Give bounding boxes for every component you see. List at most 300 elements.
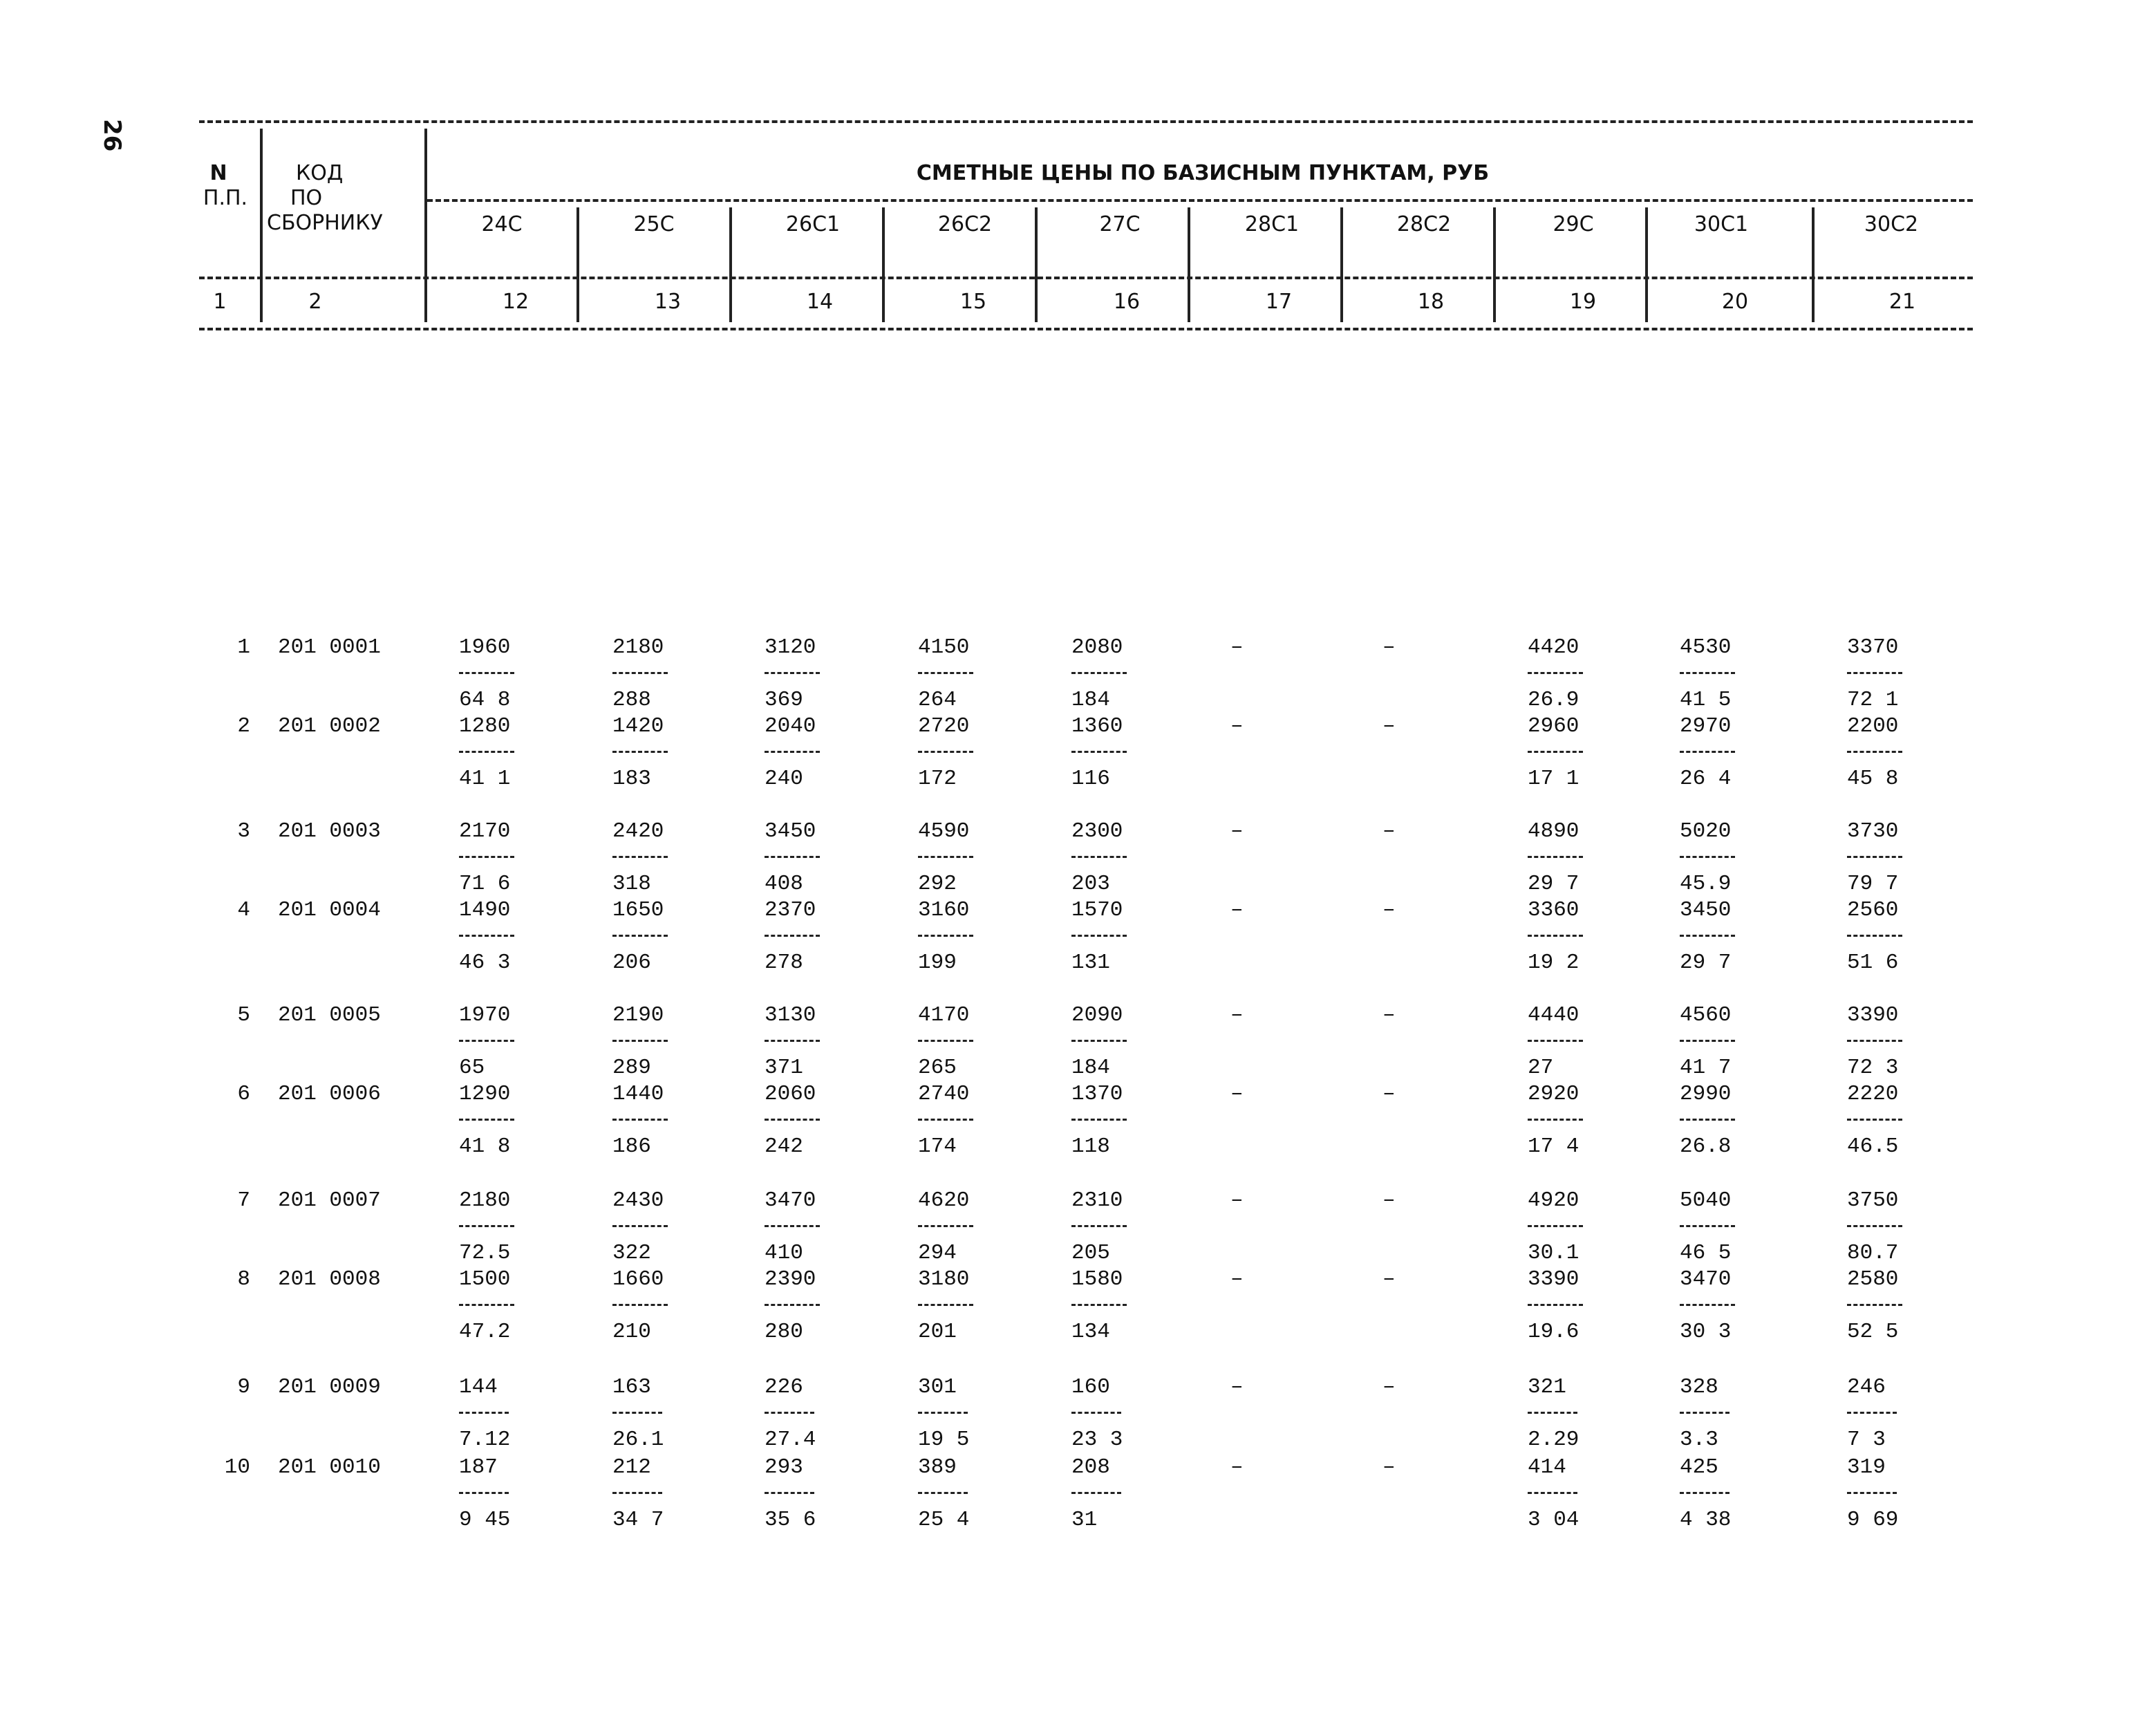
price-subvalue: 184 <box>1071 688 1110 712</box>
price-subvalue: 41 8 <box>459 1134 511 1159</box>
col-separator <box>1035 207 1038 322</box>
fraction-rule <box>1680 935 1735 937</box>
empty-price-dash: – <box>1382 1455 1396 1479</box>
col-number: 13 <box>654 290 682 314</box>
price-subvalue: 27 <box>1528 1056 1554 1080</box>
price-value: 2390 <box>765 1267 816 1291</box>
price-subvalue: 64 8 <box>459 688 511 712</box>
point-header: 24С <box>481 212 523 236</box>
fraction-rule <box>765 935 820 937</box>
fraction-rule <box>1847 1040 1902 1042</box>
price-value: 1960 <box>459 635 511 660</box>
fraction-rule <box>612 1040 668 1042</box>
empty-price-dash: – <box>1230 714 1244 738</box>
price-subvalue: 31 <box>1071 1508 1098 1532</box>
price-value: 4890 <box>1528 819 1579 843</box>
fraction-rule <box>459 1412 509 1414</box>
fraction-rule <box>1071 1304 1127 1306</box>
fraction-rule <box>612 672 668 674</box>
price-subvalue: 410 <box>765 1241 803 1265</box>
price-subvalue: 280 <box>765 1320 803 1344</box>
price-subvalue: 3 04 <box>1528 1508 1579 1532</box>
fraction-rule <box>1680 856 1735 858</box>
price-subvalue: 19 5 <box>918 1428 970 1452</box>
col-separator <box>882 207 885 322</box>
price-value: 1650 <box>612 898 664 922</box>
row-code: 201 0003 <box>278 819 381 843</box>
fraction-rule <box>1680 751 1735 753</box>
price-value: 1490 <box>459 898 511 922</box>
price-value: 319 <box>1847 1455 1886 1479</box>
fraction-rule <box>1528 1040 1583 1042</box>
price-value: 2990 <box>1680 1082 1732 1106</box>
price-subvalue: 46 5 <box>1680 1241 1732 1265</box>
fraction-rule <box>612 1225 668 1227</box>
fraction-rule <box>765 1119 820 1121</box>
price-value: 4150 <box>918 635 970 660</box>
price-subvalue: 131 <box>1071 951 1110 975</box>
fraction-rule <box>459 1225 514 1227</box>
fraction-rule <box>612 1119 668 1121</box>
price-subvalue: 72.5 <box>459 1241 511 1265</box>
price-value: 212 <box>612 1455 651 1479</box>
fraction-rule <box>765 856 820 858</box>
row-code: 201 0009 <box>278 1375 381 1399</box>
col-code-label-2: ПО <box>290 186 323 210</box>
row-code: 201 0001 <box>278 635 381 660</box>
fraction-rule <box>918 1119 973 1121</box>
fraction-rule <box>1847 935 1902 937</box>
fraction-rule <box>765 672 820 674</box>
col-number: 17 <box>1265 290 1293 314</box>
group-title-rule <box>427 199 1973 202</box>
price-value: 246 <box>1847 1375 1886 1399</box>
price-subvalue: 292 <box>918 872 957 896</box>
price-subvalue: 46.5 <box>1847 1134 1899 1159</box>
price-value: 1500 <box>459 1267 511 1291</box>
price-subvalue: 322 <box>612 1241 651 1265</box>
price-value: 2740 <box>918 1082 970 1106</box>
price-subvalue: 9 45 <box>459 1508 511 1532</box>
price-subvalue: 289 <box>612 1056 651 1080</box>
price-value: 1280 <box>459 714 511 738</box>
price-value: 160 <box>1071 1375 1110 1399</box>
header-rule-lower <box>199 277 1973 279</box>
row-number: 8 <box>237 1267 250 1291</box>
price-value: 1420 <box>612 714 664 738</box>
fraction-rule <box>1528 935 1583 937</box>
price-subvalue: 240 <box>765 767 803 791</box>
fraction-rule <box>1680 1492 1730 1494</box>
price-subvalue: 79 7 <box>1847 872 1899 896</box>
fraction-rule <box>1528 1225 1583 1227</box>
price-subvalue: 206 <box>612 951 651 975</box>
price-value: 5040 <box>1680 1188 1732 1213</box>
price-subvalue: 265 <box>918 1056 957 1080</box>
price-subvalue: 3.3 <box>1680 1428 1718 1452</box>
price-subvalue: 118 <box>1071 1134 1110 1159</box>
empty-price-dash: – <box>1382 1267 1396 1291</box>
price-subvalue: 408 <box>765 872 803 896</box>
empty-price-dash: – <box>1382 819 1396 843</box>
col-separator <box>577 207 579 322</box>
price-value: 1970 <box>459 1003 511 1027</box>
fraction-rule <box>765 751 820 753</box>
col-number: 12 <box>502 290 529 314</box>
col-separator <box>1645 207 1648 322</box>
col-separator <box>1340 207 1343 322</box>
fraction-rule <box>1680 1225 1735 1227</box>
fraction-rule <box>918 672 973 674</box>
price-subvalue: 278 <box>765 951 803 975</box>
fraction-rule <box>1847 1225 1902 1227</box>
price-value: 5020 <box>1680 819 1732 843</box>
point-header: 25С <box>633 212 675 236</box>
fraction-rule <box>1847 1304 1902 1306</box>
empty-price-dash: – <box>1230 898 1244 922</box>
price-subvalue: 26 4 <box>1680 767 1732 791</box>
fraction-rule <box>459 1304 514 1306</box>
fraction-rule <box>1847 751 1902 753</box>
price-subvalue: 45.9 <box>1680 872 1732 896</box>
price-value: 2430 <box>612 1188 664 1213</box>
price-subvalue: 205 <box>1071 1241 1110 1265</box>
price-subvalue: 183 <box>612 767 651 791</box>
header-top-rule <box>199 120 1973 123</box>
empty-price-dash: – <box>1230 1082 1244 1106</box>
empty-price-dash: – <box>1382 1003 1396 1027</box>
price-subvalue: 45 8 <box>1847 767 1899 791</box>
price-subvalue: 80.7 <box>1847 1241 1899 1265</box>
fraction-rule <box>1680 1040 1735 1042</box>
price-subvalue: 34 7 <box>612 1508 664 1532</box>
price-subvalue: 294 <box>918 1241 957 1265</box>
fraction-rule <box>1528 856 1583 858</box>
fraction-rule <box>1071 1119 1127 1121</box>
col-separator <box>1812 207 1815 322</box>
price-subvalue: 51 6 <box>1847 951 1899 975</box>
price-value: 389 <box>918 1455 957 1479</box>
price-subvalue: 201 <box>918 1320 957 1344</box>
fraction-rule <box>765 1492 814 1494</box>
row-code: 201 0006 <box>278 1082 381 1106</box>
col-number: 16 <box>1113 290 1141 314</box>
price-subvalue: 242 <box>765 1134 803 1159</box>
col-number: 18 <box>1417 290 1445 314</box>
fraction-rule <box>1071 751 1127 753</box>
price-subvalue: 203 <box>1071 872 1110 896</box>
price-subvalue: 371 <box>765 1056 803 1080</box>
fraction-rule <box>918 1225 973 1227</box>
price-subvalue: 210 <box>612 1320 651 1344</box>
price-subvalue: 134 <box>1071 1320 1110 1344</box>
price-value: 2300 <box>1071 819 1123 843</box>
price-value: 3360 <box>1528 898 1579 922</box>
price-subvalue: 29 7 <box>1528 872 1579 896</box>
point-header: 27С <box>1099 212 1141 236</box>
price-subvalue: 7 3 <box>1847 1428 1886 1452</box>
empty-price-dash: – <box>1382 714 1396 738</box>
price-value: 2040 <box>765 714 816 738</box>
price-subvalue: 199 <box>918 951 957 975</box>
fraction-rule <box>1680 672 1735 674</box>
row-number: 5 <box>237 1003 250 1027</box>
fraction-rule <box>459 672 514 674</box>
empty-price-dash: – <box>1230 1267 1244 1291</box>
price-subvalue: 174 <box>918 1134 957 1159</box>
price-subvalue: 29 7 <box>1680 951 1732 975</box>
col-number: 1 <box>213 290 227 314</box>
col-code-label-3: СБОРНИКУ <box>267 211 383 235</box>
row-number: 6 <box>237 1082 250 1106</box>
price-subvalue: 41 1 <box>459 767 511 791</box>
page-number: 26 <box>98 119 126 152</box>
price-value: 2720 <box>918 714 970 738</box>
price-subvalue: 41 7 <box>1680 1056 1732 1080</box>
fraction-rule <box>1528 1412 1577 1414</box>
price-value: 3370 <box>1847 635 1899 660</box>
col-separator <box>1188 207 1190 322</box>
empty-price-dash: – <box>1382 1375 1396 1399</box>
price-value: 2200 <box>1847 714 1899 738</box>
fraction-rule <box>918 1040 973 1042</box>
fraction-rule <box>1680 1412 1730 1414</box>
header-bottom-rule <box>199 328 1973 330</box>
col-number: 20 <box>1721 290 1749 314</box>
col-number: 14 <box>806 290 834 314</box>
row-code: 201 0004 <box>278 898 381 922</box>
point-header: 30С1 <box>1694 212 1749 236</box>
price-subvalue: 318 <box>612 872 651 896</box>
empty-price-dash: – <box>1230 1003 1244 1027</box>
price-subvalue: 35 6 <box>765 1508 816 1532</box>
fraction-rule <box>1071 1225 1127 1227</box>
empty-price-dash: – <box>1382 1082 1396 1106</box>
point-header: 26С2 <box>937 212 993 236</box>
row-number: 10 <box>224 1455 250 1479</box>
col-n-sublabel: П.П. <box>203 186 248 210</box>
fraction-rule <box>1071 1040 1127 1042</box>
col-separator <box>1493 207 1496 322</box>
fraction-rule <box>459 935 514 937</box>
fraction-rule <box>918 1412 968 1414</box>
fraction-rule <box>1071 935 1127 937</box>
fraction-rule <box>1847 1492 1897 1494</box>
price-value: 1370 <box>1071 1082 1123 1106</box>
fraction-rule <box>1071 1492 1121 1494</box>
fraction-rule <box>612 751 668 753</box>
price-value: 328 <box>1680 1375 1718 1399</box>
col-code-label: КОД <box>296 161 344 185</box>
fraction-rule <box>459 1040 514 1042</box>
price-value: 3130 <box>765 1003 816 1027</box>
price-value: 2370 <box>765 898 816 922</box>
empty-price-dash: – <box>1230 635 1244 660</box>
point-header: 30С2 <box>1864 212 1919 236</box>
fraction-rule <box>1847 1119 1902 1121</box>
fraction-rule <box>1528 1492 1577 1494</box>
empty-price-dash: – <box>1382 635 1396 660</box>
price-value: 2220 <box>1847 1082 1899 1106</box>
col-number: 19 <box>1569 290 1597 314</box>
price-subvalue: 72 1 <box>1847 688 1899 712</box>
price-subvalue: 25 4 <box>918 1508 970 1532</box>
col-separator <box>424 129 427 322</box>
col-number: 15 <box>959 290 987 314</box>
price-subvalue: 17 4 <box>1528 1134 1579 1159</box>
fraction-rule <box>1071 856 1127 858</box>
fraction-rule <box>918 856 973 858</box>
empty-price-dash: – <box>1382 898 1396 922</box>
price-value: 2310 <box>1071 1188 1123 1213</box>
row-number: 7 <box>237 1188 250 1213</box>
price-value: 226 <box>765 1375 803 1399</box>
price-subvalue: 26.1 <box>612 1428 664 1452</box>
price-subvalue: 26.8 <box>1680 1134 1732 1159</box>
row-number: 2 <box>237 714 250 738</box>
price-value: 2090 <box>1071 1003 1123 1027</box>
fraction-rule <box>1528 672 1583 674</box>
col-separator <box>260 129 263 322</box>
price-value: 4420 <box>1528 635 1579 660</box>
point-header: 28С2 <box>1396 212 1452 236</box>
price-value: 1660 <box>612 1267 664 1291</box>
row-number: 3 <box>237 819 250 843</box>
price-value: 293 <box>765 1455 803 1479</box>
price-subvalue: 52 5 <box>1847 1320 1899 1344</box>
row-number: 1 <box>237 635 250 660</box>
price-subvalue: 17 1 <box>1528 767 1579 791</box>
price-value: 2420 <box>612 819 664 843</box>
price-value: 2920 <box>1528 1082 1579 1106</box>
fraction-rule <box>918 935 973 937</box>
empty-price-dash: – <box>1230 1188 1244 1213</box>
price-value: 2560 <box>1847 898 1899 922</box>
price-value: 3450 <box>1680 898 1732 922</box>
price-value: 2180 <box>459 1188 511 1213</box>
price-subvalue: 72 3 <box>1847 1056 1899 1080</box>
fraction-rule <box>1847 1412 1897 1414</box>
price-value: 3160 <box>918 898 970 922</box>
fraction-rule <box>765 1225 820 1227</box>
fraction-rule <box>1680 1304 1735 1306</box>
row-code: 201 0007 <box>278 1188 381 1213</box>
fraction-rule <box>1847 672 1902 674</box>
point-header: 26С1 <box>785 212 841 236</box>
price-subvalue: 184 <box>1071 1056 1110 1080</box>
price-value: 4170 <box>918 1003 970 1027</box>
price-subvalue: 30.1 <box>1528 1241 1579 1265</box>
price-value: 2180 <box>612 635 664 660</box>
row-code: 201 0010 <box>278 1455 381 1479</box>
price-value: 301 <box>918 1375 957 1399</box>
price-subvalue: 46 3 <box>459 951 511 975</box>
price-value: 163 <box>612 1375 651 1399</box>
fraction-rule <box>1528 1119 1583 1121</box>
price-value: 2170 <box>459 819 511 843</box>
price-subvalue: 9 69 <box>1847 1508 1899 1532</box>
fraction-rule <box>765 1040 820 1042</box>
price-value: 3470 <box>1680 1267 1732 1291</box>
price-value: 3180 <box>918 1267 970 1291</box>
col-separator <box>729 207 732 322</box>
col-n-label: N <box>209 161 227 185</box>
price-subvalue: 41 5 <box>1680 688 1732 712</box>
price-value: 2060 <box>765 1082 816 1106</box>
fraction-rule <box>1680 1119 1735 1121</box>
price-value: 4590 <box>918 819 970 843</box>
price-value: 3450 <box>765 819 816 843</box>
price-subvalue: 288 <box>612 688 651 712</box>
fraction-rule <box>612 856 668 858</box>
row-code: 201 0005 <box>278 1003 381 1027</box>
price-subvalue: 19 2 <box>1528 951 1579 975</box>
price-subvalue: 116 <box>1071 767 1110 791</box>
price-value: 4530 <box>1680 635 1732 660</box>
price-subvalue: 264 <box>918 688 957 712</box>
price-subvalue: 4 38 <box>1680 1508 1732 1532</box>
price-value: 144 <box>459 1375 498 1399</box>
price-value: 2960 <box>1528 714 1579 738</box>
price-value: 4560 <box>1680 1003 1732 1027</box>
price-subvalue: 23 3 <box>1071 1428 1123 1452</box>
price-subvalue: 186 <box>612 1134 651 1159</box>
price-value: 1360 <box>1071 714 1123 738</box>
fraction-rule <box>765 1304 820 1306</box>
price-value: 1440 <box>612 1082 664 1106</box>
price-subvalue: 172 <box>918 767 957 791</box>
point-header: 28С1 <box>1244 212 1300 236</box>
price-subvalue: 26.9 <box>1528 688 1579 712</box>
fraction-rule <box>765 1412 814 1414</box>
empty-price-dash: – <box>1230 819 1244 843</box>
price-subvalue: 19.6 <box>1528 1320 1579 1344</box>
price-value: 4920 <box>1528 1188 1579 1213</box>
price-value: 414 <box>1528 1455 1566 1479</box>
price-value: 3390 <box>1528 1267 1579 1291</box>
fraction-rule <box>459 856 514 858</box>
fraction-rule <box>1071 1412 1121 1414</box>
price-value: 2580 <box>1847 1267 1899 1291</box>
price-value: 425 <box>1680 1455 1718 1479</box>
empty-price-dash: – <box>1382 1188 1396 1213</box>
price-value: 321 <box>1528 1375 1566 1399</box>
price-value: 1570 <box>1071 898 1123 922</box>
fraction-rule <box>918 1304 973 1306</box>
empty-price-dash: – <box>1230 1375 1244 1399</box>
price-subvalue: 65 <box>459 1056 485 1080</box>
price-value: 2080 <box>1071 635 1123 660</box>
fraction-rule <box>612 1492 662 1494</box>
price-value: 2970 <box>1680 714 1732 738</box>
fraction-rule <box>1847 856 1902 858</box>
row-code: 201 0008 <box>278 1267 381 1291</box>
col-number: 21 <box>1888 290 1916 314</box>
fraction-rule <box>459 751 514 753</box>
price-value: 3470 <box>765 1188 816 1213</box>
price-value: 1580 <box>1071 1267 1123 1291</box>
price-subvalue: 47.2 <box>459 1320 511 1344</box>
point-header: 29С <box>1553 212 1594 236</box>
row-number: 9 <box>237 1375 250 1399</box>
price-value: 3120 <box>765 635 816 660</box>
fraction-rule <box>459 1492 509 1494</box>
fraction-rule <box>1528 751 1583 753</box>
fraction-rule <box>612 1304 668 1306</box>
price-subvalue: 71 6 <box>459 872 511 896</box>
price-subvalue: 369 <box>765 688 803 712</box>
price-value: 3730 <box>1847 819 1899 843</box>
